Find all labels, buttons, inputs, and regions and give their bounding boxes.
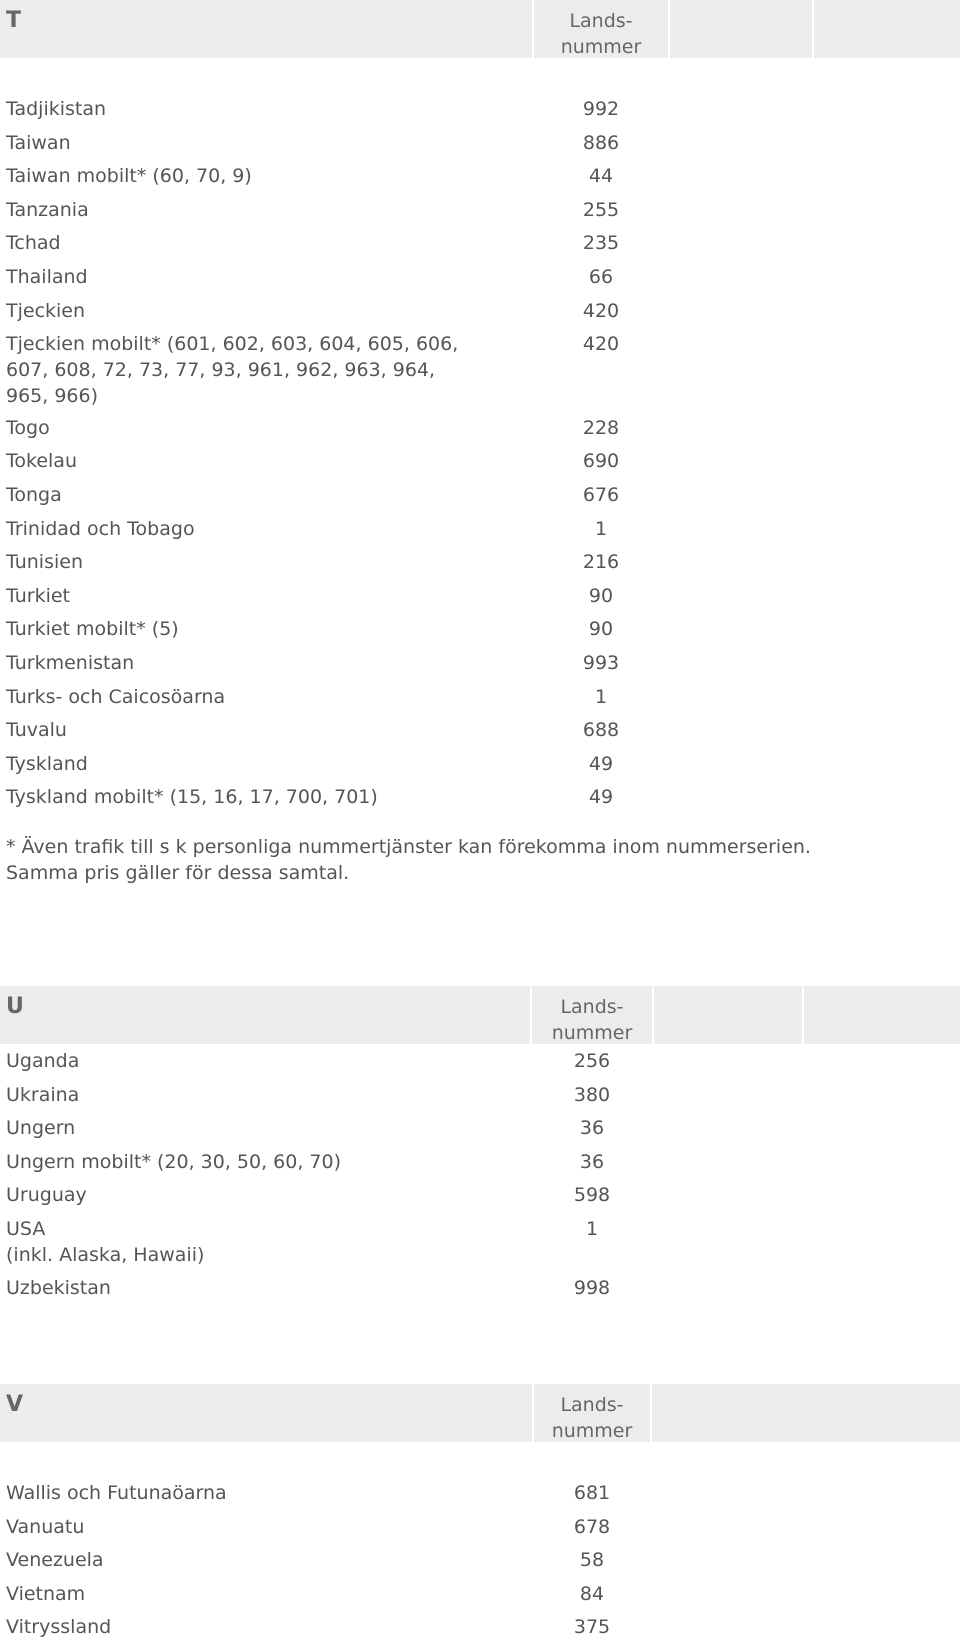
country-name-line: Thailand <box>6 265 88 288</box>
country-name-line: Uruguay <box>6 1184 87 1207</box>
country-code: 992 <box>582 98 620 120</box>
country-name <box>6 197 89 223</box>
country-name <box>6 751 88 777</box>
country-code: 1 <box>585 1217 599 1240</box>
country-name <box>6 516 195 542</box>
country-name <box>6 616 179 642</box>
header-label-line2: nummer <box>551 1420 633 1442</box>
country-name-line: Taiwan mobilt* (60, 70, 9) <box>6 165 252 188</box>
country-name-line: Tonga <box>6 483 62 506</box>
country-name-line: Turkiet <box>6 584 70 607</box>
country-code: 681 <box>573 1482 611 1504</box>
country-code: 678 <box>573 1515 611 1538</box>
country-name-line: Tchad <box>6 232 61 255</box>
country-name-line: Turkmenistan <box>6 651 135 674</box>
country-code: 598 <box>573 1184 611 1207</box>
country-name <box>6 784 378 810</box>
section-header <box>0 986 960 1044</box>
country-code: 420 <box>582 333 620 356</box>
column-header-landsnummer <box>534 8 668 60</box>
country-code: 380 <box>573 1083 611 1106</box>
header-label-line1: Lands- <box>560 996 624 1018</box>
table-row <box>0 1078 960 1112</box>
country-code: 84 <box>579 1582 605 1605</box>
country-name-line: Trinidad och Tobago <box>6 517 195 540</box>
country-name <box>6 130 71 156</box>
country-list <box>0 1044 960 1304</box>
country-name <box>6 549 83 575</box>
column-header-landsnummer <box>534 1392 650 1444</box>
table-row <box>0 1577 960 1611</box>
country-name-line: 607, 608, 72, 73, 77, 93, 961, 962, 963, 964, <box>6 359 436 382</box>
country-code: 90 <box>588 584 614 607</box>
country-name <box>6 298 85 324</box>
country-name-line: Ungern <box>6 1117 76 1140</box>
country-name-line: Venezuela <box>6 1549 104 1572</box>
country-name-line: USA <box>6 1217 46 1240</box>
footnote-line2: Samma pris gäller för dessa samtal. <box>6 862 350 884</box>
country-code: 44 <box>588 165 614 188</box>
country-name-line: Tyskland mobilt* (15, 16, 17, 700, 701) <box>6 786 378 809</box>
country-name <box>6 448 77 474</box>
country-name <box>6 1547 104 1573</box>
country-code: 90 <box>588 618 614 641</box>
country-name <box>6 331 458 409</box>
table-row <box>0 444 960 478</box>
country-code: 420 <box>582 299 620 322</box>
country-name-line: Tuvalu <box>6 719 67 742</box>
table-row <box>0 126 960 160</box>
section-header <box>0 1384 960 1442</box>
country-name <box>6 1581 85 1607</box>
table-row <box>0 780 960 814</box>
header-label-line1: Lands- <box>560 1394 624 1416</box>
country-code: 228 <box>582 416 620 439</box>
table-row <box>0 579 960 613</box>
country-name <box>6 264 88 290</box>
country-name-line: Tokelau <box>6 450 77 473</box>
country-name-line: Ukraina <box>6 1083 80 1106</box>
section-letter: T <box>6 8 22 33</box>
country-code: 375 <box>573 1616 611 1639</box>
country-code: 216 <box>582 551 620 574</box>
table-row <box>0 260 960 294</box>
table-row <box>0 747 960 781</box>
country-code: 49 <box>588 786 614 809</box>
table-row <box>0 1178 960 1212</box>
table-row <box>0 294 960 328</box>
country-name-line: Vanuatu <box>6 1515 85 1538</box>
table-row <box>0 159 960 193</box>
country-name <box>6 650 134 676</box>
country-code: 256 <box>573 1050 611 1072</box>
country-name-line: Tyskland <box>6 752 88 775</box>
country-name <box>6 1480 227 1506</box>
country-name <box>6 96 106 122</box>
country-name-line: Vietnam <box>6 1582 86 1605</box>
country-name-line: Taiwan <box>6 131 71 154</box>
footnote <box>6 834 946 886</box>
table-row <box>0 545 960 579</box>
section-letter: V <box>6 1392 24 1417</box>
country-name-line: 965, 966) <box>6 385 99 408</box>
column-header-landsnummer <box>532 994 652 1046</box>
header-cell-blank <box>654 986 802 1044</box>
country-name-line: Tjeckien <box>6 299 86 322</box>
country-name <box>6 1614 111 1640</box>
country-name-line: (inkl. Alaska, Hawaii) <box>6 1243 205 1266</box>
country-name-line: Vitryssland <box>6 1616 112 1639</box>
country-name-line: Tjeckien mobilt* (601, 602, 603, 604, 605, 606, <box>6 333 459 356</box>
country-code: 998 <box>573 1276 611 1299</box>
country-code: 1 <box>594 685 608 708</box>
header-label-line2: nummer <box>551 1022 633 1044</box>
header-cell-blank <box>804 986 960 1044</box>
header-cell-letter <box>0 0 532 58</box>
country-name-line: Uzbekistan <box>6 1276 111 1299</box>
country-code: 58 <box>579 1549 605 1572</box>
section-u <box>0 986 960 1304</box>
country-name <box>6 1048 79 1074</box>
country-name <box>6 1182 87 1208</box>
table-row <box>0 680 960 714</box>
table-row <box>0 1212 960 1271</box>
header-label-line1: Lands- <box>569 10 633 32</box>
country-name <box>6 1082 79 1108</box>
table-row <box>0 612 960 646</box>
country-name-line: Tunisien <box>6 551 83 574</box>
table-row <box>0 1111 960 1145</box>
table-row <box>0 478 960 512</box>
country-list <box>0 92 960 814</box>
table-row <box>0 92 960 126</box>
table-row <box>0 1610 960 1644</box>
section-v <box>0 1384 960 1644</box>
country-name-line: Turks- och Caicosöarna <box>6 685 226 708</box>
country-name-line: Turkiet mobilt* (5) <box>6 618 179 641</box>
table-row <box>0 1510 960 1544</box>
country-code: 36 <box>579 1117 605 1140</box>
country-list <box>0 1476 960 1644</box>
country-name <box>6 583 70 609</box>
header-cell-letter <box>0 986 530 1044</box>
country-code: 676 <box>582 483 620 506</box>
country-name-line: Uganda <box>6 1050 80 1072</box>
header-cell-letter <box>0 1384 532 1442</box>
country-name <box>6 230 61 256</box>
country-code: 255 <box>582 198 620 221</box>
section-letter: U <box>6 994 24 1019</box>
table-row <box>0 193 960 227</box>
table-row <box>0 1476 960 1510</box>
country-code: 36 <box>579 1150 605 1173</box>
country-code: 688 <box>582 719 620 742</box>
country-name-line: Wallis och Futunaöarna <box>6 1482 227 1504</box>
table-row <box>0 512 960 546</box>
country-name <box>6 684 225 710</box>
header-cell-blank <box>652 1384 960 1442</box>
country-name <box>6 482 62 508</box>
country-code: 690 <box>582 450 620 473</box>
country-name-line: Togo <box>6 416 50 439</box>
table-row <box>0 1044 960 1078</box>
table-row <box>0 327 960 411</box>
table-row <box>0 1543 960 1577</box>
section-header <box>0 0 960 58</box>
table-row <box>0 713 960 747</box>
table-row <box>0 646 960 680</box>
country-name <box>6 163 252 189</box>
country-name <box>6 415 50 441</box>
country-name <box>6 717 67 743</box>
header-label-line2: nummer <box>560 36 642 58</box>
country-name-line: Ungern mobilt* (20, 30, 50, 60, 70) <box>6 1150 342 1173</box>
country-name <box>6 1216 204 1268</box>
country-name-line: Tanzania <box>6 198 89 221</box>
table-row <box>0 411 960 445</box>
table-row <box>0 1145 960 1179</box>
country-code: 66 <box>588 265 614 288</box>
country-code: 1 <box>594 517 608 540</box>
footnote-line1: * Även trafik till s k personliga nummertjänster kan förekomma inom nummerserien. <box>6 836 811 858</box>
country-name <box>6 1149 341 1175</box>
header-cell-blank <box>814 0 960 58</box>
country-code: 886 <box>582 131 620 154</box>
country-name-line: Tadjikistan <box>6 98 107 120</box>
country-code: 49 <box>588 752 614 775</box>
table-row <box>0 226 960 260</box>
header-cell-blank <box>670 0 812 58</box>
country-name <box>6 1275 111 1301</box>
country-code: 235 <box>582 232 620 255</box>
country-code: 993 <box>582 651 620 674</box>
table-row <box>0 1271 960 1305</box>
country-name <box>6 1514 84 1540</box>
country-name <box>6 1115 75 1141</box>
